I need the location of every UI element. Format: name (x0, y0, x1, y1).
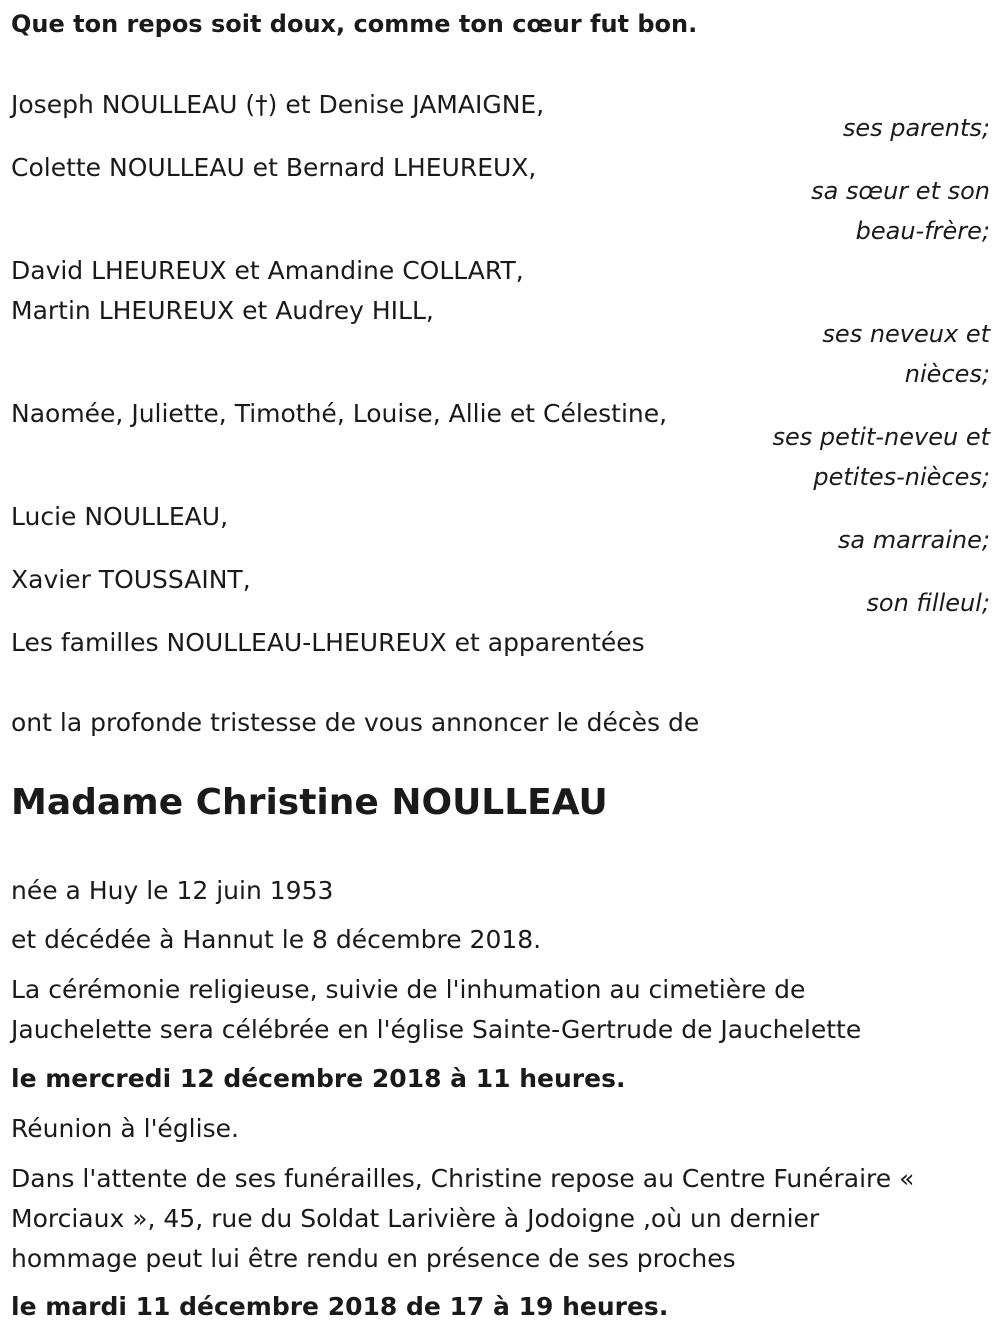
deceased-name: Madame Christine NOULLEAU (11, 782, 608, 823)
grandnephews-names: Naomée, Juliette, Timothé, Louise, Allie et Célestine, (11, 399, 668, 428)
parents-relation: ses parents; (842, 114, 990, 142)
sister-names: Colette NOULLEAU et Bernard LHEUREUX, (11, 153, 537, 182)
parents-names: Joseph NOULLEAU (†) et Denise JAMAIGNE, (11, 90, 545, 119)
godson-relation: son filleul; (866, 589, 990, 617)
ceremony-datetime: le mercredi 12 décembre 2018 à 11 heures. (11, 1064, 626, 1093)
death-info: et décédée à Hannut le 8 décembre 2018. (11, 925, 542, 954)
grandnephews-relation-line-2: petites-nièces; (813, 463, 990, 491)
nephews-names-line-2: Martin LHEUREUX et Audrey HILL, (11, 296, 434, 325)
viewing-line-3: hommage peut lui être rendu en présence de ses proches (11, 1244, 736, 1273)
godson-name: Xavier TOUSSAINT, (11, 565, 251, 594)
viewing-datetime: le mardi 11 décembre 2018 de 17 à 19 heures. (11, 1292, 669, 1321)
viewing-line-2: Morciaux », 45, rue du Soldat Larivière à Jodoigne ,où un dernier (11, 1204, 820, 1233)
meeting-info: Réunion à l'église. (11, 1114, 239, 1143)
ceremony-line-1: La cérémonie religieuse, suivie de l'inhumation au cimetière de (11, 975, 806, 1004)
nephews-names-line-1: David LHEUREUX et Amandine COLLART, (11, 256, 524, 285)
nephews-relation-line-1: ses neveux et (822, 320, 990, 348)
godmother-relation: sa marraine; (837, 526, 990, 554)
nephews-relation-line-2: nièces; (904, 360, 990, 388)
sister-relation-line-2: beau-frère; (855, 217, 990, 245)
grandnephews-relation-line-1: ses petit-neveu et (772, 423, 990, 451)
ceremony-line-2: Jauchelette sera célébrée en l'église Sainte-Gertrude de Jauchelette (11, 1015, 862, 1044)
families: Les familles NOULLEAU-LHEUREUX et apparentées (11, 628, 645, 657)
birth-info: née a Huy le 12 juin 1953 (11, 876, 334, 905)
epitaph: Que ton repos soit doux, comme ton cœur fut bon. (11, 10, 698, 38)
announcement: ont la profonde tristesse de vous annoncer le décès de (11, 708, 700, 737)
viewing-line-1: Dans l'attente de ses funérailles, Christine repose au Centre Funéraire « (11, 1164, 915, 1193)
sister-relation-line-1: sa sœur et son (811, 177, 990, 205)
godmother-name: Lucie NOULLEAU, (11, 502, 229, 531)
